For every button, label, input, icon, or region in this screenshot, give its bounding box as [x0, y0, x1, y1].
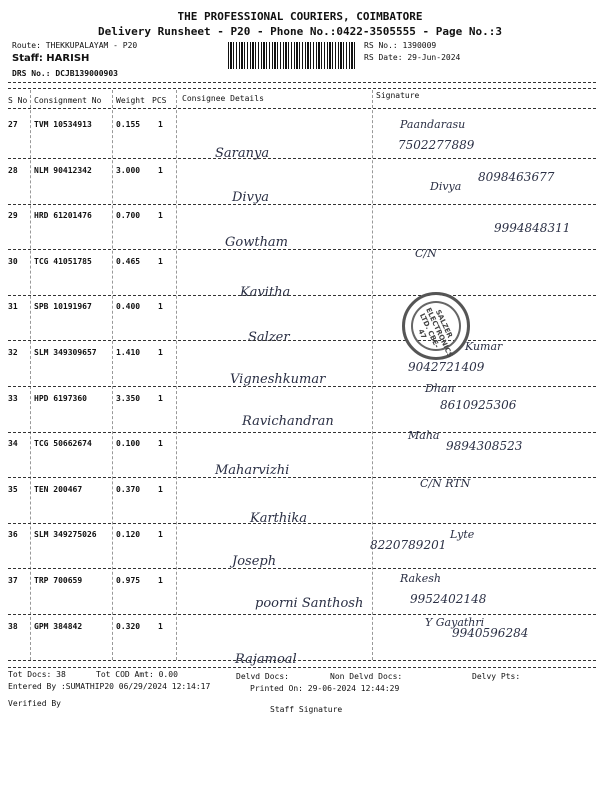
row-consignment-no: SLM 349275026 — [34, 530, 97, 540]
recipient-phone: 8098463677 — [478, 169, 555, 184]
recipient-phone: 9952402148 — [410, 592, 487, 606]
row-consignment-no: TCG 41051785 — [34, 256, 92, 266]
row-pcs: 1 — [158, 211, 163, 221]
row-sno: 30 — [8, 256, 18, 266]
row-divider — [8, 295, 596, 296]
recipient-phone: 9894308523 — [446, 439, 523, 454]
row-weight: 3.000 — [116, 165, 141, 175]
row-weight: 0.320 — [116, 621, 141, 631]
row-weight: 0.370 — [116, 484, 141, 494]
row-consignment-no: TEN 200467 — [34, 484, 83, 494]
consignee-name: Vigneshkumar — [230, 372, 326, 387]
row-divider — [8, 568, 596, 569]
consignee-name: poorni Santhosh — [255, 596, 364, 611]
consignee-name: Divya — [232, 189, 270, 205]
row-weight: 0.465 — [116, 256, 141, 266]
row-pcs: 1 — [158, 393, 163, 403]
row-consignment-no: TRP 700659 — [34, 576, 83, 585]
stamp-text: SALZER ELECTRONICS LTD. CBE-47 — [416, 306, 455, 359]
row-sno: 34 — [8, 439, 18, 449]
signature-mark: C/N RTN — [420, 476, 471, 490]
delivered-docs: Delvd Docs: — [236, 672, 289, 681]
col-pcs: PCS — [152, 96, 167, 105]
barcode — [228, 42, 356, 69]
signature-mark: Paandarasu — [400, 118, 466, 131]
col-details: Consignee Details — [182, 94, 264, 103]
consignee-name: Joseph — [232, 554, 277, 570]
column-divider — [176, 90, 177, 660]
recipient-phone: 9042721409 — [408, 360, 485, 374]
row-weight: 3.350 — [116, 393, 141, 403]
row-weight: 0.400 — [116, 302, 141, 312]
col-sno: S No — [8, 96, 28, 105]
company-title: THE PROFESSIONAL COURIERS, COIMBATORE — [177, 10, 423, 23]
row-consignment-no: HPD 6197360 — [34, 393, 87, 403]
row-weight: 0.100 — [116, 439, 141, 449]
row-sno: 32 — [8, 348, 18, 357]
row-sno: 36 — [8, 530, 18, 540]
row-weight: 0.155 — [116, 120, 141, 129]
row-sno: 31 — [8, 302, 18, 312]
header-divider — [8, 88, 596, 89]
row-pcs: 1 — [158, 439, 163, 449]
col-weight: Weight — [116, 96, 145, 105]
row-consignment-no: TCG 50662674 — [34, 439, 92, 449]
runsheet-subtitle: Delivery Runsheet - P20 - Phone No.:0422-3505555 - Page No.:3 — [98, 25, 502, 38]
row-consignment-no: GPM 384842 — [34, 621, 83, 631]
signature-mark: Rakesh — [400, 572, 441, 585]
row-weight: 0.700 — [116, 211, 141, 221]
row-consignment-no: TVM 10534913 — [34, 120, 92, 129]
row-pcs: 1 — [158, 576, 163, 585]
row-consignment-no: SPB 10191967 — [34, 302, 92, 312]
recipient-phone: 8220789201 — [370, 538, 447, 553]
row-sno: 37 — [8, 576, 18, 585]
footer-divider — [8, 667, 596, 668]
row-divider — [8, 158, 596, 159]
row-pcs: 1 — [158, 165, 163, 175]
recipient-phone: 7502277889 — [398, 138, 475, 152]
header-divider — [8, 82, 596, 83]
total-cod: Tot COD Amt: 0.00 — [96, 670, 178, 679]
signature-mark: Maha — [408, 429, 440, 443]
col-signature: Signature — [376, 91, 420, 100]
row-pcs: 1 — [158, 484, 163, 494]
row-divider — [8, 204, 596, 205]
row-pcs: 1 — [158, 256, 163, 266]
delivery-points: Delvy Pts: — [472, 672, 521, 681]
non-delivered-docs: Non Delvd Docs: — [330, 672, 403, 681]
recipient-phone: 8610925306 — [440, 397, 517, 412]
signature-mark: Dhan — [425, 381, 455, 395]
recipient-phone: 9994848311 — [494, 221, 571, 236]
column-divider — [30, 90, 31, 660]
row-sno: 29 — [8, 211, 18, 221]
consignee-name: Gowtham — [225, 235, 289, 251]
signature-mark: Kumar — [465, 340, 503, 353]
column-divider — [112, 90, 113, 660]
row-sno: 33 — [8, 393, 18, 403]
row-consignment-no: HRD 61201476 — [34, 211, 92, 221]
row-divider — [8, 432, 596, 433]
row-weight: 0.975 — [116, 576, 141, 585]
row-consignment-no: NLM 90412342 — [34, 165, 92, 175]
col-consignment: Consignment No — [34, 96, 102, 105]
consignee-name: Maharvizhi — [215, 463, 290, 479]
drs-number: DRS No.: DCJB139000903 — [12, 69, 118, 78]
row-pcs: 1 — [158, 302, 163, 312]
total-docs: Tot Docs: 38 — [8, 670, 66, 679]
printed-on: Printed On: 29-06-2024 12:44:29 — [250, 684, 400, 693]
consignee-name: Ravichandran — [242, 413, 334, 429]
row-sno: 38 — [8, 621, 18, 631]
row-divider — [8, 249, 596, 250]
row-divider — [8, 523, 596, 524]
row-pcs: 1 — [158, 120, 163, 129]
signature-mark: Divya — [430, 179, 462, 193]
row-divider — [8, 614, 596, 615]
row-divider — [8, 477, 596, 478]
consignee-name: Salzer — [248, 330, 290, 346]
row-weight: 1.410 — [116, 348, 141, 357]
consignee-name: Saranya — [215, 146, 270, 161]
rs-date: RS Date: 29-Jun-2024 — [364, 53, 461, 62]
staff-label: Staff: HARISH — [12, 53, 90, 64]
row-consignment-no: SLM 349309657 — [34, 348, 97, 357]
consignee-name: Rajamoal — [235, 651, 297, 667]
row-sno: 35 — [8, 484, 18, 494]
recipient-phone: 9940596284 — [452, 625, 529, 640]
row-sno: 28 — [8, 165, 18, 175]
entered-by: Entered By :SUMATHIP20 06/29/2024 12:14:17 — [8, 682, 211, 691]
row-pcs: 1 — [158, 348, 163, 357]
column-divider — [372, 90, 373, 660]
verified-by: Verified By — [8, 699, 61, 708]
signature-mark: Lyte — [450, 528, 475, 542]
row-pcs: 1 — [158, 621, 163, 631]
rs-number: RS No.: 1390009 — [364, 41, 437, 50]
staff-signature: Staff Signature — [270, 705, 343, 714]
row-pcs: 1 — [158, 530, 163, 540]
consignee-name: Kavitha — [240, 284, 291, 300]
signature-mark: Y Gayathri — [425, 615, 485, 629]
header-divider — [8, 108, 596, 109]
route-label: Route: THEKKUPALAYAM - P20 — [12, 41, 138, 50]
row-sno: 27 — [8, 120, 18, 129]
consignee-name: Karthika — [250, 510, 308, 526]
signature-mark: C/N — [415, 246, 437, 260]
row-divider — [8, 386, 596, 387]
row-weight: 0.120 — [116, 530, 141, 540]
row-divider — [8, 340, 596, 341]
row-divider — [8, 660, 596, 661]
